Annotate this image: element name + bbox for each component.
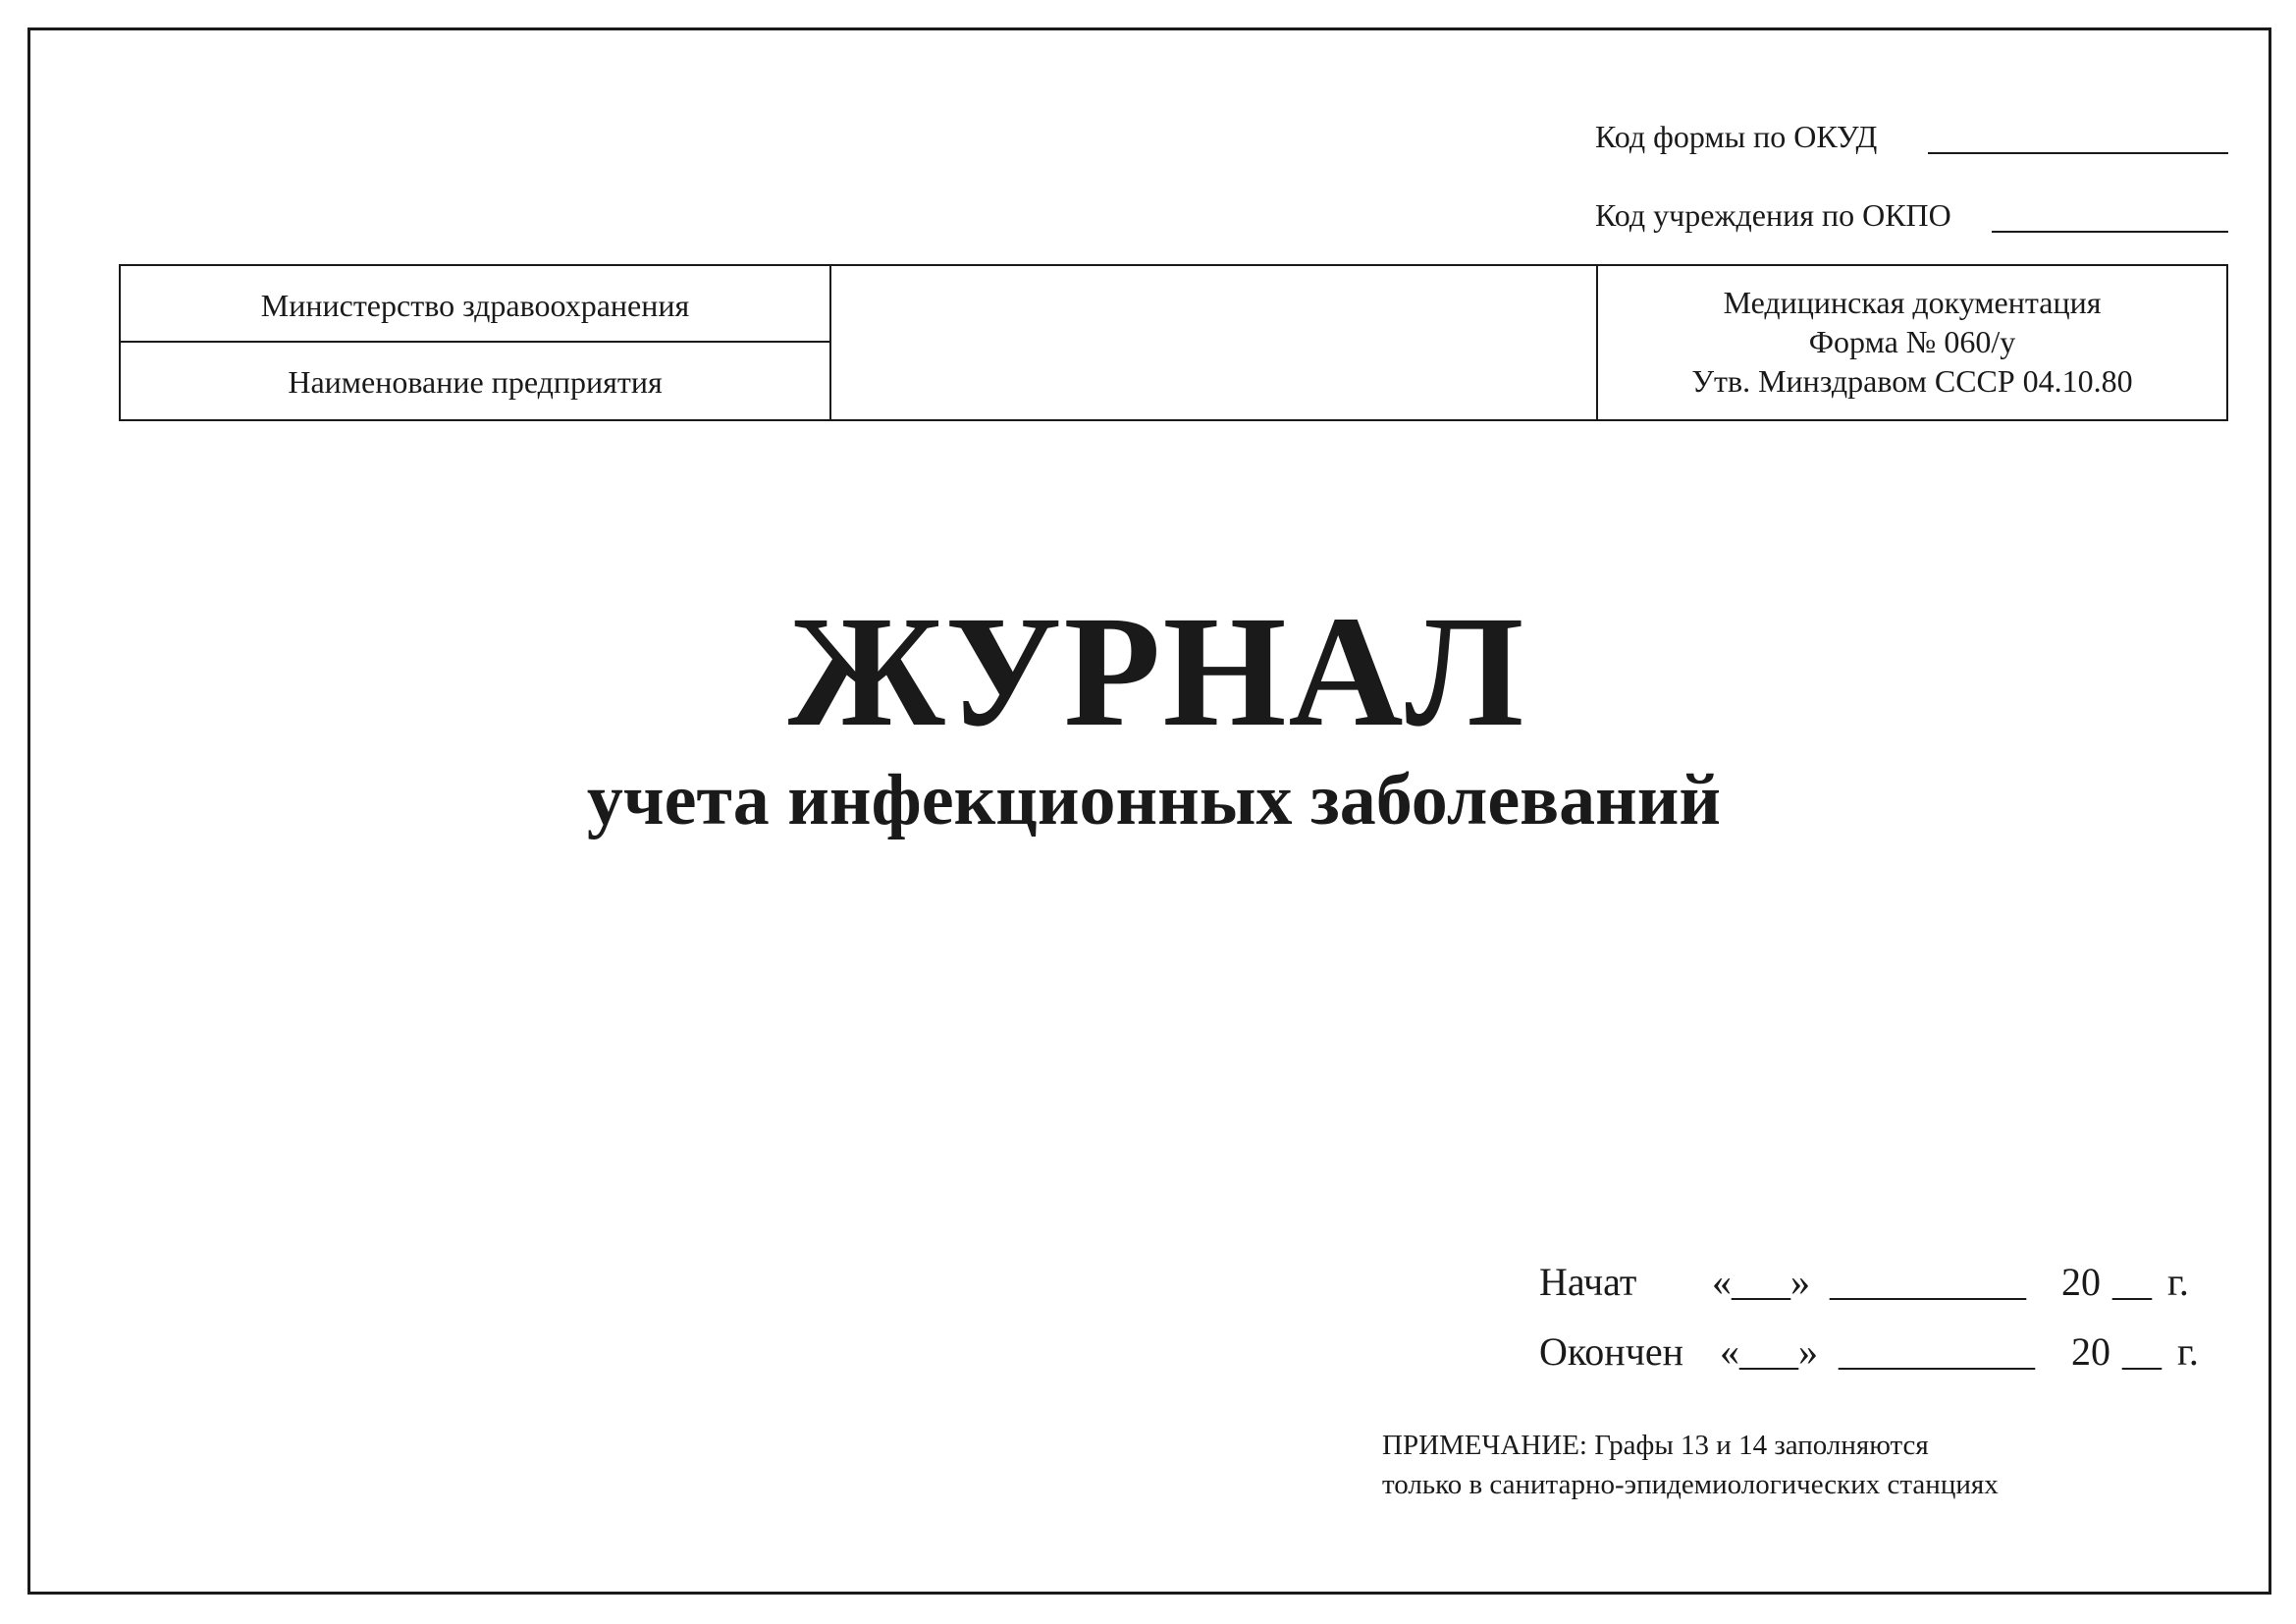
okpo-code-label: Код учреждения по ОКПО — [1595, 197, 1951, 233]
form-info-doctype: Медицинская документация — [1723, 285, 2102, 320]
ministry-cell: Министерство здравоохранения — [121, 266, 831, 343]
okpo-code-blank[interactable] — [1992, 231, 2228, 233]
form-info-cell — [1598, 266, 2226, 419]
ended-date-row — [1539, 1325, 2226, 1383]
okpo-code-field — [1595, 195, 2228, 239]
ended-label: Окончен — [1539, 1329, 1683, 1374]
page-subtitle: учета инфекционных заболеваний — [586, 760, 1722, 840]
started-year-blank[interactable]: __ — [2112, 1260, 2152, 1304]
ended-day-blank[interactable]: «___» — [1720, 1329, 1818, 1374]
header-table — [119, 264, 2228, 421]
enterprise-name-cell: Наименование предприятия — [121, 343, 831, 419]
started-day-blank[interactable]: «___» — [1712, 1260, 1810, 1304]
ended-year-blank[interactable]: __ — [2122, 1329, 2162, 1374]
started-date-row — [1539, 1255, 2226, 1314]
page-title: ЖУРНАЛ — [787, 584, 1526, 760]
form-info-number: Форма № 060/у — [1808, 324, 2016, 359]
started-year-suffix: г. — [2167, 1260, 2189, 1304]
started-label: Начат — [1539, 1260, 1637, 1304]
footnote-line-2: только в санитарно-эпидемиологических станциях — [1382, 1469, 1999, 1500]
footnote — [1382, 1426, 2226, 1504]
okud-code-blank[interactable] — [1928, 152, 2228, 154]
footnote-line-1: ПРИМЕЧАНИЕ: Графы 13 и 14 заполняются — [1382, 1430, 1929, 1461]
okud-code-label: Код формы по ОКУД — [1595, 119, 1878, 154]
ended-year-suffix: г. — [2177, 1329, 2199, 1374]
started-month-blank[interactable]: __________ — [1830, 1260, 2026, 1304]
okud-code-field — [1595, 117, 2228, 160]
ended-month-blank[interactable]: __________ — [1839, 1329, 2035, 1374]
blank-middle-cell — [831, 266, 1598, 419]
ended-year-prefix: 20 — [2071, 1329, 2110, 1374]
form-info-approval: Утв. Минздравом СССР 04.10.80 — [1691, 363, 2133, 399]
started-year-prefix: 20 — [2061, 1260, 2101, 1304]
